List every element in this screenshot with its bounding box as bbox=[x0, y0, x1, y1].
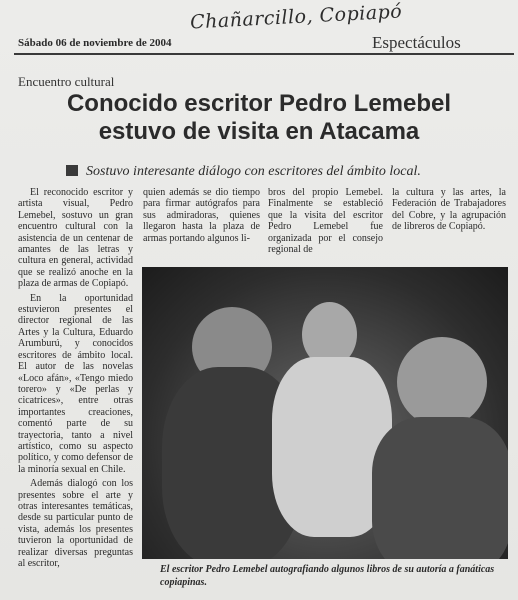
deck bbox=[66, 164, 421, 180]
photo-figure-right-body bbox=[372, 417, 508, 559]
section-name: Espectáculos bbox=[372, 33, 461, 52]
deck-text: Sostuvo interesante diálogo con escritores del ámbito local. bbox=[86, 164, 421, 179]
header-rule bbox=[14, 53, 514, 55]
photo-figure-right bbox=[397, 337, 487, 427]
paragraph: la cultura y las artes, la Federación de Trabajadores del Cobre, y la agrupación de libreros de Copiapó. bbox=[392, 187, 506, 233]
article-column-4 bbox=[392, 187, 506, 233]
photo-caption: El escritor Pedro Lemebel autografiando algunos libros de su autoría a fanáticas copiapinas. bbox=[160, 564, 495, 588]
bullet-icon bbox=[66, 165, 78, 176]
paragraph: El reconocido escritor y artista visual, Pedro Lemebel, sostuvo un gran encuentro cultural con la asistencia de un centenar de amantes de las letras y cultura en general, actividad que se realizó anoche en la plaza de armas de Copiapó. bbox=[18, 187, 133, 290]
headline-line-2: estuvo de visita en Atacama bbox=[98, 118, 420, 145]
paragraph: Además dialogó con los presentes sobre el arte y otras interesantes temáticas, desde su particular punto de vista, además los presentes tuvieron la oportunidad de realizar diversas preguntas al escritor, bbox=[18, 478, 133, 569]
dateline: Sábado 06 de noviembre de 2004 bbox=[18, 37, 172, 49]
paragraph: quien además se dio tiempo para firmar autógrafos para sus admiradoras, quienes llegaron hasta la plaza de armas portando algunos li- bbox=[143, 187, 260, 244]
paragraph: En la oportunidad estuvieron presentes el director regional de las Artes y la Cultura, Eduardo Arumburú, y conocidos escritores de ámbito local. El autor de las novelas «Loco afán», «Tengo miedo torero» y «De perlas y cicatrices», entre otras importantes creaciones, comentó parte de su trayectoria, tanto a nivel artístico, como su aspecto político, y como defensor de la minoría sexual en Chile. bbox=[18, 292, 133, 475]
headline bbox=[14, 90, 504, 146]
article-column-3 bbox=[268, 187, 383, 255]
news-photo bbox=[142, 267, 508, 559]
handwritten-note: Chañarcillo, Copiapó bbox=[189, 0, 403, 34]
kicker: Encuentro cultural bbox=[18, 74, 115, 89]
paragraph: bros del propio Lemebel. Finalmente se estableció que la visita del escritor Pedro Lemebel fue organizada por el consejo regional de bbox=[268, 187, 383, 256]
article-column-1 bbox=[18, 187, 133, 569]
headline-line-1: Conocido escritor Pedro Lemebel bbox=[66, 90, 452, 117]
article-column-2 bbox=[143, 187, 260, 244]
